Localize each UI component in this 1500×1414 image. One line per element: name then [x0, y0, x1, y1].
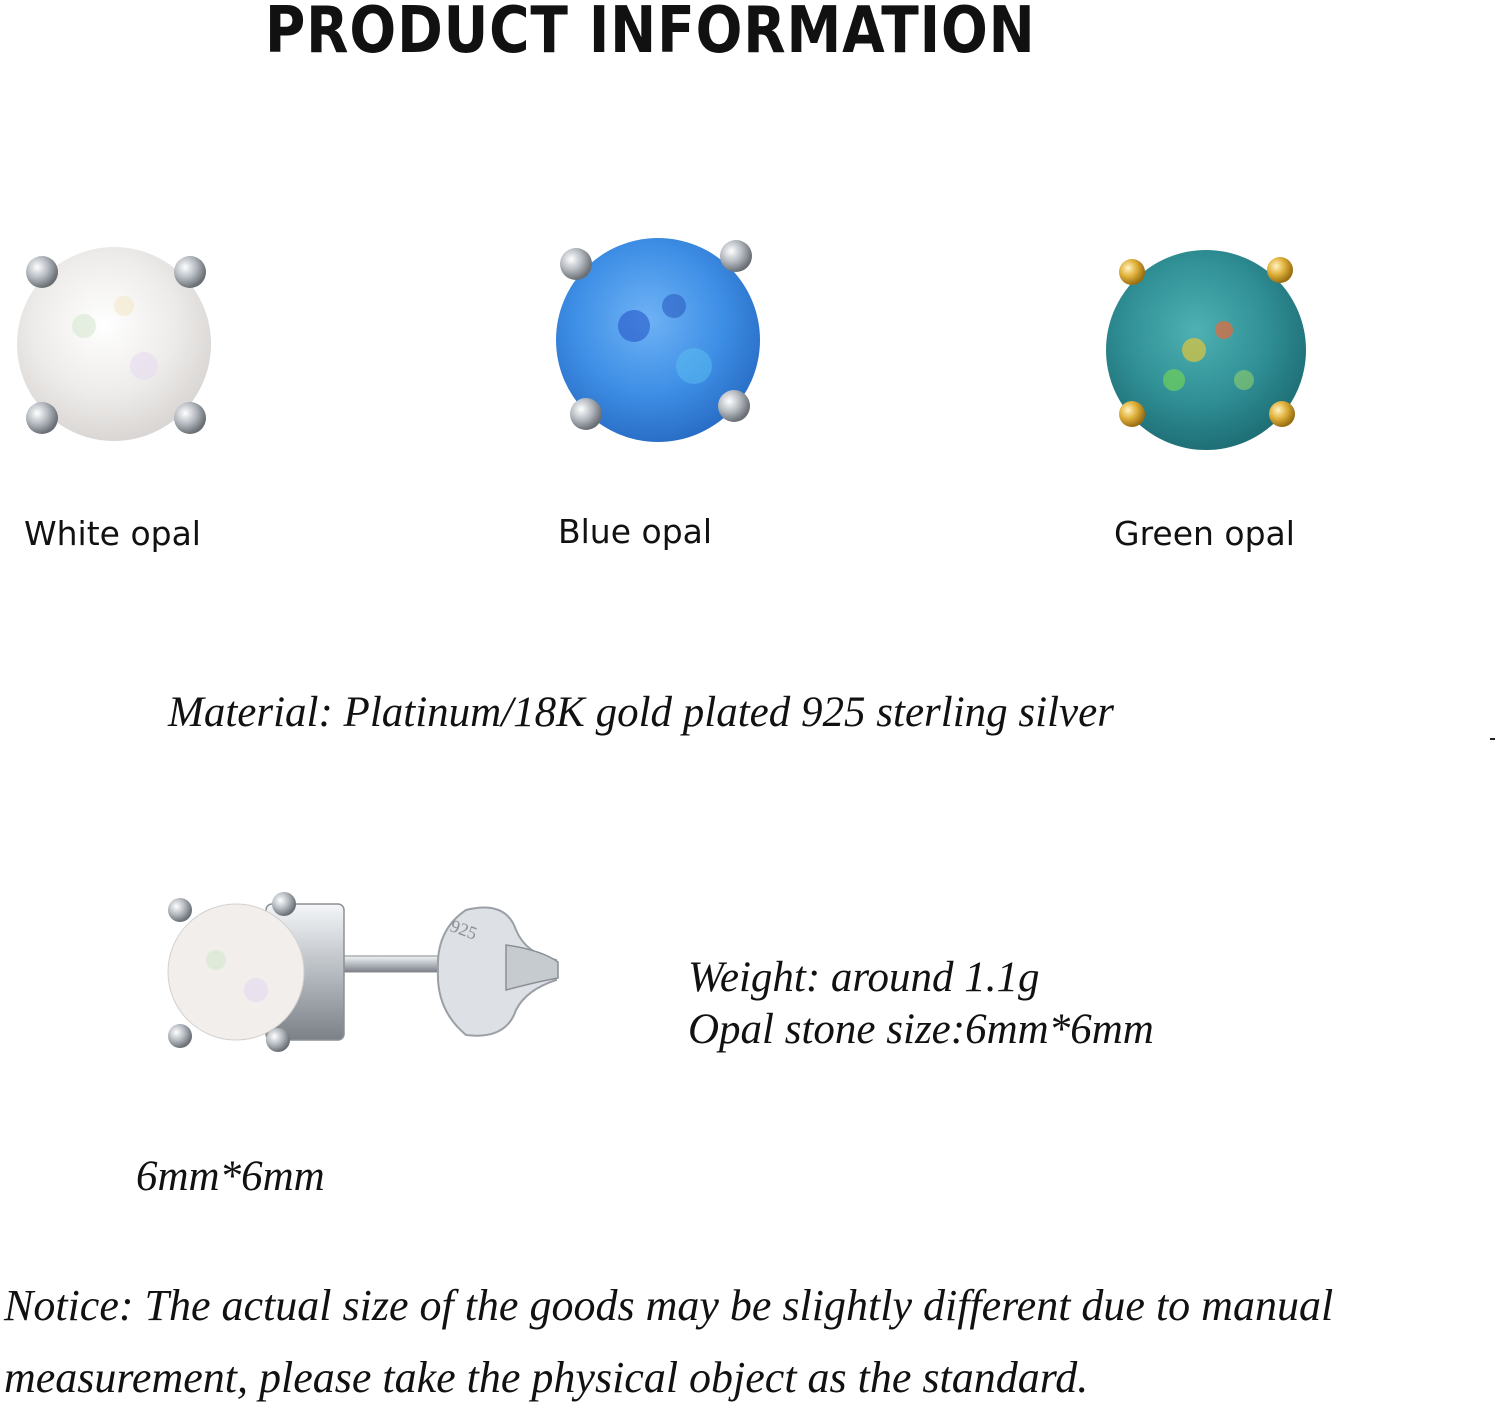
notice-block	[4, 1270, 1494, 1414]
stone-size-text: Opal stone size:6mm*6mm	[688, 1006, 1154, 1053]
page-title: PRODUCT INFORMATION	[264, 0, 1036, 68]
earring-side-view-image	[166, 890, 562, 1054]
blue-opal-earring-image	[554, 236, 764, 442]
material-text: Material: Platinum/18K gold plated 925 sterling silver	[168, 689, 1114, 736]
white-opal-earring-image	[14, 246, 218, 444]
green-opal-earring-image	[1104, 250, 1310, 450]
specs-block	[688, 952, 1154, 1056]
stray-mark	[1490, 738, 1495, 740]
notice-line-2: measurement, please take the physical object as the standard.	[4, 1353, 1089, 1402]
925-stamp: 925	[447, 915, 480, 944]
notice-line-1: Notice: The actual size of the goods may be slightly different due to manual	[4, 1281, 1334, 1330]
variant-label-blue-opal: Blue opal	[558, 512, 713, 551]
variant-label-green-opal: Green opal	[1114, 514, 1295, 553]
size-label: 6mm*6mm	[136, 1153, 325, 1200]
variant-label-white-opal: White opal	[24, 514, 201, 553]
weight-text: Weight: around 1.1g	[688, 954, 1040, 1001]
